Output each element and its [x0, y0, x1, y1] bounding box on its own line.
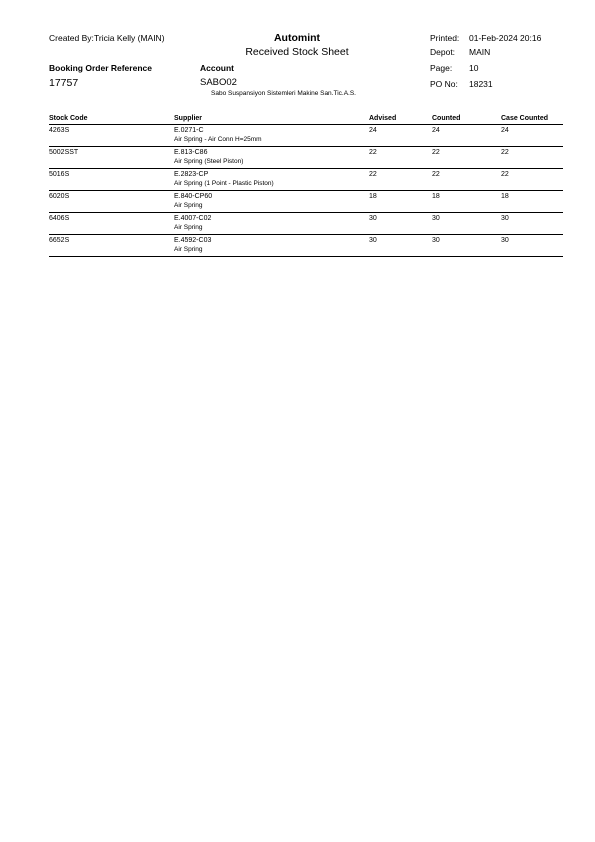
- item-description: Air Spring: [174, 201, 203, 209]
- advised-qty: 22: [369, 147, 432, 169]
- table-row: [49, 169, 563, 191]
- case-counted-qty: 22: [501, 147, 563, 169]
- table-row: [49, 125, 563, 147]
- col-case-counted: Case Counted: [501, 114, 563, 125]
- stock-code: 4263S: [49, 125, 174, 147]
- account-name: Sabo Suspansiyon Sistemleri Makine San.Tic.A.S.: [211, 90, 356, 97]
- item-description: Air Spring - Air Conn H=25mm: [174, 135, 262, 143]
- counted-qty: 18: [432, 191, 501, 213]
- case-counted-qty: 18: [501, 191, 563, 213]
- item-description: Air Spring: [174, 245, 203, 253]
- po-label: PO No:: [430, 79, 458, 89]
- table-header-row: [49, 114, 563, 125]
- advised-qty: 18: [369, 191, 432, 213]
- stock-code: 6020S: [49, 191, 174, 213]
- document-title: Received Stock Sheet: [245, 46, 349, 58]
- stock-code: 5016S: [49, 169, 174, 191]
- stock-code: 6406S: [49, 213, 174, 235]
- col-supplier: Supplier: [174, 114, 369, 125]
- supplier-cell: [174, 235, 369, 257]
- supplier-code: E.4592-C03: [174, 237, 212, 244]
- advised-qty: 22: [369, 169, 432, 191]
- advised-qty: 24: [369, 125, 432, 147]
- created-by-value: Tricia Kelly (MAIN): [94, 33, 165, 43]
- table-row: [49, 191, 563, 213]
- counted-qty: 22: [432, 147, 501, 169]
- counted-qty: 22: [432, 169, 501, 191]
- supplier-cell: [174, 169, 369, 191]
- company-name: Automint: [273, 32, 321, 44]
- booking-order-label: Booking Order Reference: [49, 63, 152, 73]
- depot-label: Depot:: [430, 47, 456, 57]
- account-code: SABO02: [200, 77, 237, 88]
- supplier-cell: [174, 125, 369, 147]
- supplier-cell: [174, 213, 369, 235]
- case-counted-qty: 30: [501, 213, 563, 235]
- item-description: Air Spring (Steel Piston): [174, 157, 244, 165]
- col-advised: Advised: [369, 114, 432, 125]
- advised-qty: 30: [369, 213, 432, 235]
- booking-order-value: 17757: [49, 77, 79, 89]
- advised-qty: 30: [369, 235, 432, 257]
- table-row: [49, 235, 563, 257]
- stock-code: 6652S: [49, 235, 174, 257]
- item-description: Air Spring: [174, 223, 203, 231]
- counted-qty: 30: [432, 213, 501, 235]
- supplier-code: E.813-C86: [174, 149, 208, 156]
- table-row: [49, 147, 563, 169]
- col-stock-code: Stock Code: [49, 114, 174, 125]
- supplier-code: E.840-CP60: [174, 193, 213, 200]
- account-label: Account: [200, 63, 234, 73]
- created-by-label: Created By:: [49, 33, 94, 43]
- po-number: 18231: [469, 79, 493, 89]
- printed-label: Printed:: [430, 33, 460, 43]
- page-number: 10: [469, 63, 479, 73]
- item-description: Air Spring (1 Point - Plastic Piston): [174, 179, 274, 187]
- printed-value: 01-Feb-2024 20:16: [469, 33, 542, 43]
- case-counted-qty: 24: [501, 125, 563, 147]
- supplier-cell: [174, 147, 369, 169]
- stock-table: [49, 114, 563, 257]
- stock-code: 5002SST: [49, 147, 174, 169]
- table-row: [49, 213, 563, 235]
- supplier-code: E.2823-CP: [174, 171, 209, 178]
- counted-qty: 30: [432, 235, 501, 257]
- case-counted-qty: 30: [501, 235, 563, 257]
- supplier-cell: [174, 191, 369, 213]
- supplier-code: E.4007-C02: [174, 215, 212, 222]
- col-counted: Counted: [432, 114, 501, 125]
- supplier-code: E.0271-C: [174, 127, 204, 134]
- counted-qty: 24: [432, 125, 501, 147]
- depot-value: MAIN: [469, 47, 491, 57]
- page-label: Page:: [430, 63, 453, 73]
- case-counted-qty: 22: [501, 169, 563, 191]
